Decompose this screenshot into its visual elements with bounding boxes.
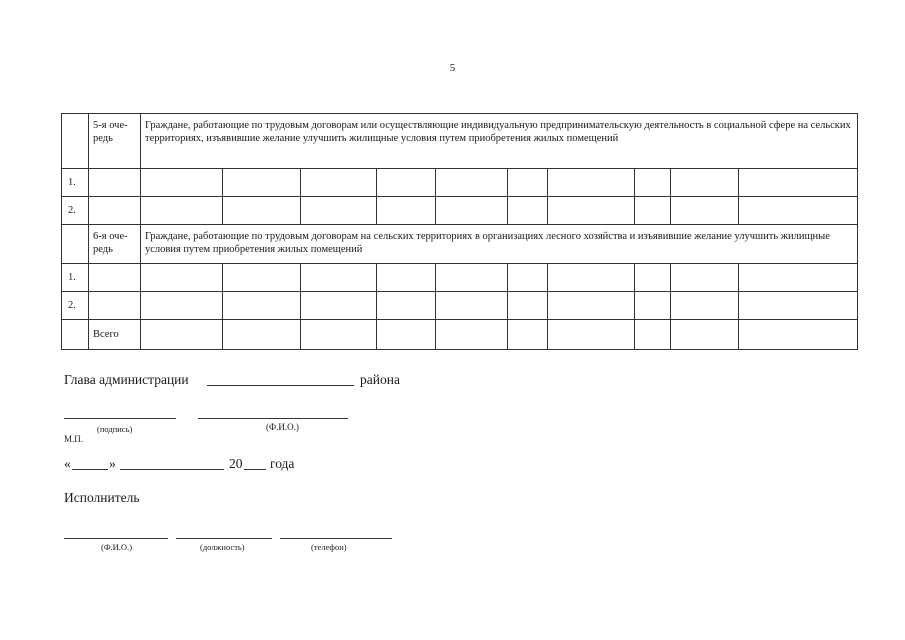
- row-number: 1.: [62, 169, 89, 197]
- queue-6-header-row: [62, 225, 858, 264]
- table-row: [62, 292, 858, 320]
- row-number: 1.: [62, 264, 89, 292]
- total-label: Всего: [89, 320, 141, 350]
- queue-6-label: 6-я оче- редь: [89, 225, 141, 264]
- page-number: 5: [449, 62, 456, 74]
- date-year-line: [244, 469, 266, 470]
- executor-fio-line: [64, 538, 168, 539]
- fio-caption: (Ф.И.О.): [266, 422, 299, 432]
- total-row: [62, 320, 858, 350]
- row-number: 2.: [62, 197, 89, 225]
- queue-6-description: Граждане, работающие по трудовым договорам на сельских территориях в организациях лесного хозяйства и изъявившие желание улучшить жилищные условия путем приобретения жилых помещений: [141, 225, 858, 264]
- table-row: [62, 197, 858, 225]
- date-year-prefix: 20: [229, 456, 243, 471]
- empty-cell: [62, 225, 89, 264]
- queue-5-description: Граждане, работающие по трудовым договорам или осуществляющие индивидуальную предпринимательскую деятельность в социальной сфере на сельских территориях, изъявившие желание улучшить жилищные условия путем приобретения жилых помещений: [141, 114, 858, 169]
- district-name-line: [207, 385, 354, 386]
- date-year-suffix: года: [270, 456, 295, 471]
- queue-5-label: 5-я оче- редь: [89, 114, 141, 169]
- executor-phone-line: [280, 538, 392, 539]
- district-suffix: района: [360, 372, 400, 387]
- signature-line: [64, 418, 176, 419]
- table-row: [62, 264, 858, 292]
- executor-phone-caption: (телефон): [311, 542, 347, 552]
- date-month-line: [120, 469, 224, 470]
- empty-cell: [62, 114, 89, 169]
- executor-label: Исполнитель: [64, 490, 140, 505]
- fio-line: [198, 418, 348, 419]
- stamp-label: М.П.: [64, 434, 84, 444]
- executor-fio-caption: (Ф.И.О.): [101, 542, 133, 552]
- head-of-administration-label: Глава администрации: [64, 372, 189, 387]
- date-open-quote: «: [64, 456, 71, 471]
- executor-position-line: [176, 538, 272, 539]
- table-row: [62, 169, 858, 197]
- eligibility-table: [61, 113, 858, 350]
- signature-caption: (подпись): [97, 424, 133, 434]
- row-number: 2.: [62, 292, 89, 320]
- executor-position-caption: (должность): [200, 542, 245, 552]
- queue-5-header-row: [62, 114, 858, 169]
- date-day-line: [72, 469, 108, 470]
- date-close-quote: »: [109, 456, 116, 471]
